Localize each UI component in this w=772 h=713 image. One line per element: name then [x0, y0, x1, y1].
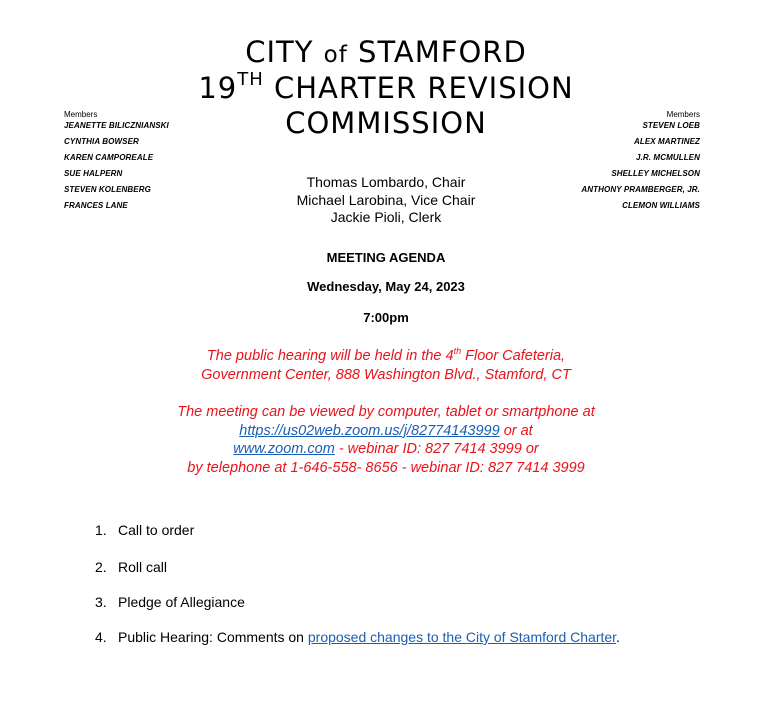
member-name: JEANETTE BILICZNIANSKI: [64, 121, 169, 130]
agenda-item: 1. Call to order: [95, 522, 195, 538]
charter-changes-link[interactable]: proposed changes to the City of Stamford Charter: [307, 629, 617, 645]
officer-clerk: Jackie Pioli, Clerk: [330, 209, 442, 225]
member-name: SHELLEY MICHELSON: [611, 169, 700, 178]
member-name: KAREN CAMPOREALE: [64, 153, 154, 162]
zoom-site-link[interactable]: www.zoom.com: [233, 441, 335, 457]
member-name: ALEX MARTINEZ: [633, 137, 700, 146]
viewing-notice-line-3: www.zoom.com - webinar ID: 827 7414 3999 or: [233, 441, 539, 457]
meeting-time: 7:00pm: [363, 310, 409, 325]
officer-chair: Thomas Lombardo, Chair: [306, 174, 466, 190]
members-right-heading: Members: [666, 110, 700, 119]
hearing-notice-line-1: The public hearing will be held in the 4th Floor Cafeteria,: [206, 346, 566, 364]
member-name: STEVEN LOEB: [642, 121, 700, 130]
viewing-notice-line-4: by telephone at 1-646-558- 8656 - webinar ID: 827 7414 3999: [187, 459, 585, 476]
member-name: CYNTHIA BOWSER: [64, 137, 139, 146]
hearing-notice-line-2: Government Center, 888 Washington Blvd., Stamford, CT: [201, 366, 571, 383]
title-line-1: CITY of STAMFORD: [245, 35, 527, 69]
meeting-date: Wednesday, May 24, 2023: [307, 279, 465, 294]
title-line-3: COMMISSION: [285, 106, 487, 140]
member-name: SUE HALPERN: [64, 169, 123, 178]
member-name: ANTHONY PRAMBERGER, JR.: [581, 185, 700, 194]
agenda-item: 2. Roll call: [95, 559, 168, 575]
member-name: FRANCES LANE: [64, 201, 128, 210]
member-name: STEVEN KOLENBERG: [64, 185, 151, 194]
agenda-item: 4. Public Hearing: Comments on proposed changes to the City of Stamford Charter.: [95, 629, 620, 645]
viewing-notice: [0, 403, 772, 477]
officer-vice-chair: Michael Larobina, Vice Chair: [296, 191, 476, 208]
title-line-2: 19TH CHARTER REVISION: [198, 69, 574, 105]
meeting-agenda-heading: MEETING AGENDA: [326, 250, 446, 265]
hearing-notice: [0, 347, 772, 384]
member-name: J.R. MCMULLEN: [636, 153, 700, 162]
zoom-meeting-link[interactable]: https://us02web.zoom.us/j/82774143999: [239, 422, 500, 439]
viewing-notice-line-2: https://us02web.zoom.us/j/82774143999 or at: [239, 422, 533, 439]
agenda-item: 3. Pledge of Allegiance: [95, 594, 245, 610]
members-left-heading: Members: [64, 110, 98, 119]
viewing-notice-line-1: The meeting can be viewed by computer, tablet or smartphone at: [177, 404, 595, 420]
officers-block: [0, 174, 772, 227]
member-name: CLEMON WILLIAMS: [622, 201, 700, 210]
